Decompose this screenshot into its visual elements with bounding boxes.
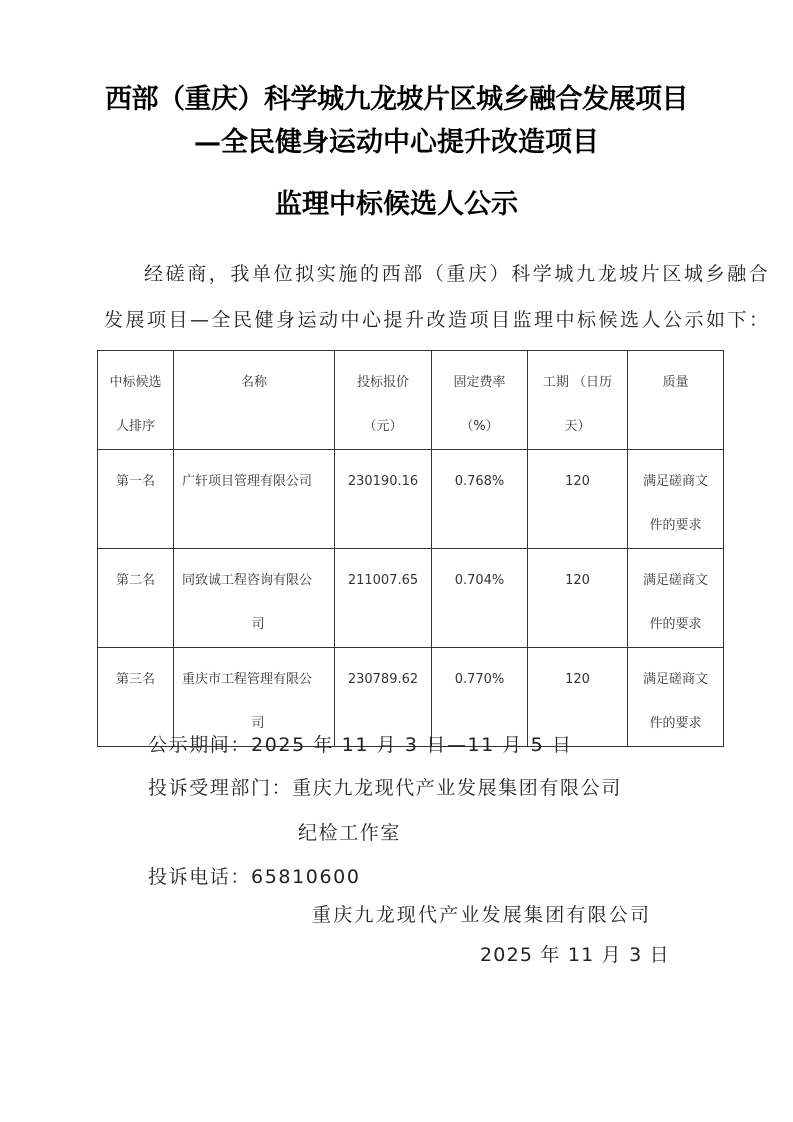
cell-period: 120 — [528, 450, 628, 549]
cell-quality: 满足磋商文 件的要求 — [628, 549, 724, 648]
cell-name: 广轩项目管理有限公司 — [174, 450, 335, 549]
table-row — [98, 450, 724, 549]
intro-line1: 经磋商，我单位拟实施的西部（重庆）科学城九龙坡片区城乡融合 — [144, 263, 771, 285]
cell-period: 120 — [528, 648, 628, 747]
header-name: 名称 — [174, 351, 335, 450]
intro-line2: 发展项目—全民健身运动中心提升改造项目监理中标候选人公示如下： — [104, 309, 771, 331]
cell-rank: 第一名 — [98, 450, 174, 549]
cell-name: 同致诚工程咨询有限公 司 — [174, 549, 335, 648]
cell-price: 211007.65 — [335, 549, 432, 648]
candidate-table — [97, 350, 724, 747]
header-rate: 固定费率 （%） — [432, 351, 528, 450]
issue-date: 2025 年 11 月 3 日 — [480, 944, 670, 966]
cell-rate: 0.768% — [432, 450, 528, 549]
table-row — [98, 549, 724, 648]
cell-rate: 0.770% — [432, 648, 528, 747]
header-quality: 质量 — [628, 351, 724, 450]
cell-rate: 0.704% — [432, 549, 528, 648]
complaint-phone: 投诉电话：65810600 — [148, 866, 361, 888]
table-header-row — [98, 351, 724, 450]
cell-rank: 第三名 — [98, 648, 174, 747]
notice-period: 公示期间：2025 年 11 月 3 日—11 月 5 日 — [148, 734, 573, 756]
complaint-department: 投诉受理部门：重庆九龙现代产业发展集团有限公司 — [148, 777, 622, 799]
cell-quality: 满足磋商文 件的要求 — [628, 450, 724, 549]
complaint-department-office: 纪检工作室 — [298, 822, 402, 844]
header-period: 工期 （日历 天） — [528, 351, 628, 450]
document-title-line2: —全民健身运动中心提升改造项目 — [194, 127, 599, 158]
cell-quality: 满足磋商文 件的要求 — [628, 648, 724, 747]
issuer-name: 重庆九龙现代产业发展集团有限公司 — [312, 904, 652, 926]
cell-name: 重庆市工程管理有限公 司 — [174, 648, 335, 747]
document-title-line1: 西部（重庆）科学城九龙坡片区城乡融合发展项目 — [105, 84, 688, 115]
cell-rank: 第二名 — [98, 549, 174, 648]
cell-price: 230789.62 — [335, 648, 432, 747]
document-subtitle: 监理中标候选人公示 — [275, 189, 518, 220]
cell-price: 230190.16 — [335, 450, 432, 549]
header-rank: 中标候选 人排序 — [98, 351, 174, 450]
header-price: 投标报价 （元） — [335, 351, 432, 450]
cell-period: 120 — [528, 549, 628, 648]
